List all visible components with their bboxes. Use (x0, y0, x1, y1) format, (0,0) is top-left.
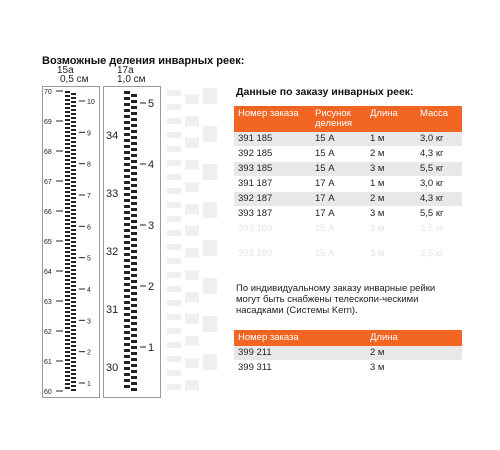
cell-mass: 4,3 кг (416, 147, 462, 162)
ruler-17a-right-label: 4 (148, 159, 155, 171)
telescopic-note: По индивидуальному заказу инварные рейки могут быть снабжены телескопи-ческими насадками (Системы Kern). (236, 283, 436, 316)
ruler-17a-right-label: 2 (148, 281, 155, 293)
faded-table-row (234, 222, 462, 237)
cell-order-number: 399 311 (234, 361, 366, 376)
table-row (234, 346, 462, 361)
ruler-15a-left-label: 70 (44, 89, 52, 96)
order-table (234, 106, 462, 262)
ruler-15a-left-label: 68 (44, 149, 52, 156)
ruler-15a-left-label: 60 (44, 389, 52, 396)
cell-order-number: 393 189 (234, 222, 311, 237)
cell-length: 3 м (366, 237, 416, 262)
ruler-17a-right-label: 3 (148, 220, 155, 232)
cell-length: 2 м (366, 192, 416, 207)
col-order-number: Номер заказа (234, 106, 311, 132)
cell-length: 1 м (366, 132, 416, 147)
kern-table-header (234, 330, 462, 346)
cell-length: 3 м (366, 207, 416, 222)
ruler-15a-left-label: 61 (44, 359, 52, 366)
ruler-15a-right-label: 1 (87, 381, 91, 388)
ruler-15a-left-label: 63 (44, 299, 52, 306)
ruler-15a-step: 0,5 см (60, 74, 89, 85)
ruler-17a-scale (104, 87, 162, 399)
cell-pattern: 17 А (311, 177, 366, 192)
cell-length: 3 м (366, 222, 416, 237)
faded-ruler-patterns (165, 86, 220, 398)
ruler-17a (103, 86, 161, 398)
col-length: Длина (366, 330, 462, 346)
col-mass: Масса (416, 106, 462, 132)
ruler-15a-left-label: 69 (44, 119, 52, 126)
cell-mass: 5,5 кг (416, 162, 462, 177)
cell-order-number: 393 187 (234, 207, 311, 222)
heading: Возможные деления инварных реек: (42, 55, 245, 67)
cell-order-number: 393 189 (234, 237, 311, 262)
cell-pattern: 15 А (311, 222, 366, 237)
cell-pattern: 15 А (311, 237, 366, 262)
cell-mass: 3,0 кг (416, 132, 462, 147)
col-division-pattern: Рисунок деления (311, 106, 366, 132)
cell-length: 1 м (366, 177, 416, 192)
ruler-15a-right-label: 3 (87, 318, 91, 326)
ruler-17a-right-label: 5 (148, 98, 155, 110)
table-row (234, 177, 462, 192)
col-length: Длина (366, 106, 416, 132)
ruler-15a-left-label: 62 (44, 329, 52, 336)
ruler-15a-right-label: 6 (87, 224, 91, 232)
ruler-17a-left-label: 30 (106, 362, 119, 374)
ruler-15a-left-label: 65 (44, 239, 52, 246)
table-row (234, 207, 462, 222)
ruler-17a-left-label: 34 (106, 130, 119, 142)
col-order-number: Номер заказа (234, 330, 366, 346)
cell-order-number: 393 185 (234, 162, 311, 177)
cell-mass: 5,5 кг (416, 207, 462, 222)
kern-order-table (234, 330, 462, 376)
cell-pattern: 15 А (311, 162, 366, 177)
ruler-15a-left-label: 67 (44, 179, 52, 186)
ruler-17a-left-label: 31 (106, 304, 119, 316)
cell-mass: 3,5 кг (416, 237, 462, 262)
ruler-17a-right-label: 1 (148, 342, 155, 354)
cell-mass: 3,5 кг (416, 222, 462, 237)
ruler-15a-right-label: 4 (87, 287, 91, 294)
ruler-15a-scale (43, 87, 101, 399)
table-row (234, 361, 462, 376)
table-row (234, 162, 462, 177)
ruler-17a-step: 1,0 см (117, 74, 146, 85)
ruler-15a-right-label: 5 (87, 255, 91, 263)
cell-order-number: 392 185 (234, 147, 311, 162)
order-table-header (234, 106, 462, 132)
ruler-17a-left-label: 33 (106, 188, 119, 200)
cell-mass: 4,3 кг (416, 192, 462, 207)
ruler-15a (42, 86, 100, 398)
order-data-title: Данные по заказу инварных реек: (236, 86, 414, 98)
cell-pattern: 15 А (311, 132, 366, 147)
table-row (234, 192, 462, 207)
ruler-15a-right-label: 7 (87, 193, 91, 200)
table-row (234, 147, 462, 162)
ruler-15a-right-label: 2 (87, 349, 91, 357)
cell-mass: 3,0 кг (416, 177, 462, 192)
table-row (234, 132, 462, 147)
ruler-15a-code: 15а (57, 65, 74, 76)
cell-length: 3 м (366, 361, 462, 376)
faded-table-row (234, 237, 462, 262)
cell-pattern: 15 А (311, 147, 366, 162)
ruler-15a-left-label: 64 (44, 269, 52, 276)
ruler-17a-left-label: 32 (106, 246, 119, 258)
ruler-15a-left-label: 66 (44, 209, 52, 216)
cell-order-number: 391 187 (234, 177, 311, 192)
ruler-15a-right-label: 8 (87, 161, 91, 169)
cell-order-number: 399 211 (234, 346, 366, 361)
cell-order-number: 392 187 (234, 192, 311, 207)
ruler-15a-right-label: 9 (87, 130, 91, 138)
cell-length: 3 м (366, 162, 416, 177)
cell-order-number: 391 185 (234, 132, 311, 147)
cell-pattern: 17 А (311, 207, 366, 222)
ruler-15a-right-label: 10 (87, 99, 95, 106)
ruler-17a-code: 17а (117, 65, 134, 76)
cell-length: 2 м (366, 147, 416, 162)
cell-length: 2 м (366, 346, 462, 361)
cell-pattern: 17 А (311, 192, 366, 207)
